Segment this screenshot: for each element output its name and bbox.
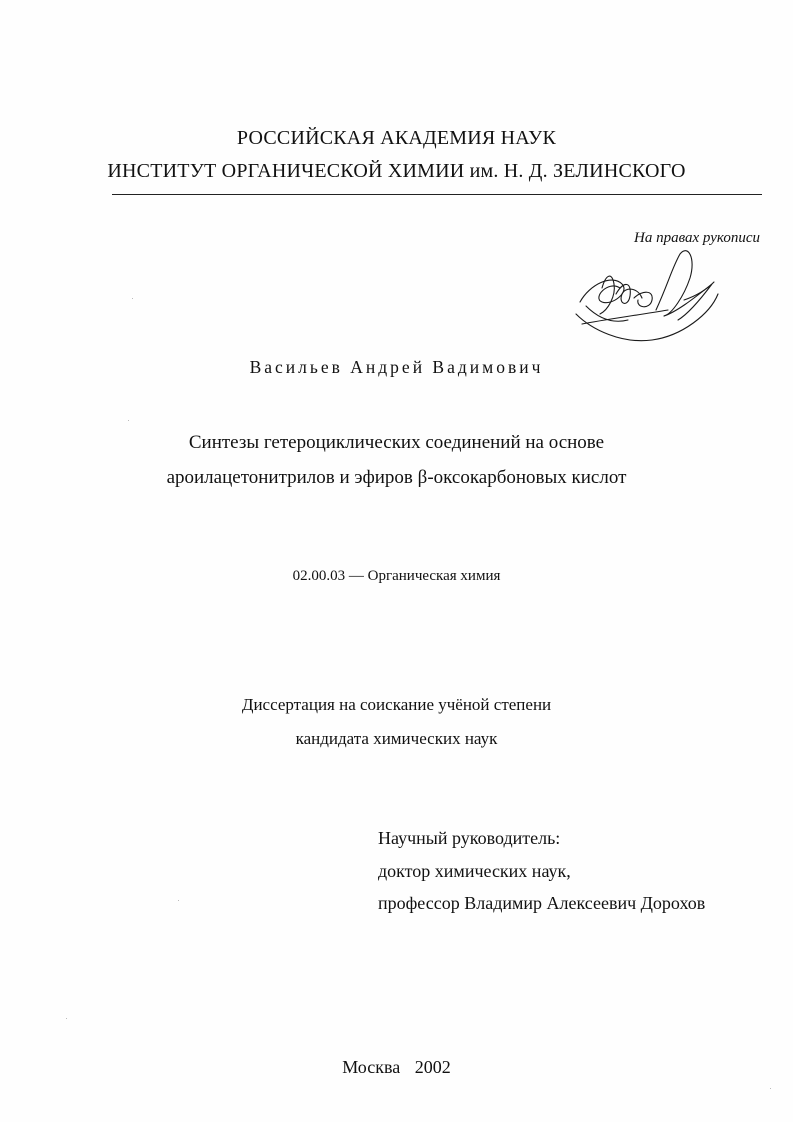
scan-speck bbox=[770, 1088, 771, 1089]
scan-speck bbox=[178, 900, 179, 901]
institute-name: ИНСТИТУТ ОРГАНИЧЕСКОЙ ХИМИИ им. Н. Д. ЗЕЛИНСКОГО bbox=[107, 160, 686, 182]
scan-speck bbox=[132, 298, 133, 299]
supervisor-name: профессор Владимир Алексеевич Дорохов bbox=[378, 893, 706, 913]
supervisor-degree: доктор химических наук, bbox=[378, 861, 571, 881]
degree-line-1: Диссертация на соискание учёной степени bbox=[241, 695, 552, 714]
academy-name: РОССИЙСКАЯ АКАДЕМИЯ НАУК bbox=[236, 127, 557, 149]
thesis-title-line-2: ароилацетонитрилов и эфиров β-оксокарбоновых кислот bbox=[166, 467, 627, 488]
scan-speck bbox=[128, 420, 129, 421]
author-name: Васильев Андрей Вадимович bbox=[249, 357, 544, 377]
thesis-title-line-1: Синтезы гетероциклических соединений на основе bbox=[188, 432, 605, 453]
manuscript-note: На правах рукописи bbox=[634, 230, 760, 246]
scan-speck bbox=[66, 1018, 67, 1019]
header-divider bbox=[112, 194, 762, 195]
place-and-year: Москва 2002 bbox=[342, 1057, 451, 1077]
supervisor-label: Научный руководитель: bbox=[378, 828, 561, 848]
specialty-code: 02.00.03 — Органическая химия bbox=[292, 568, 501, 584]
degree-line-2: кандидата химических наук bbox=[295, 729, 498, 748]
signature-image bbox=[572, 244, 732, 352]
